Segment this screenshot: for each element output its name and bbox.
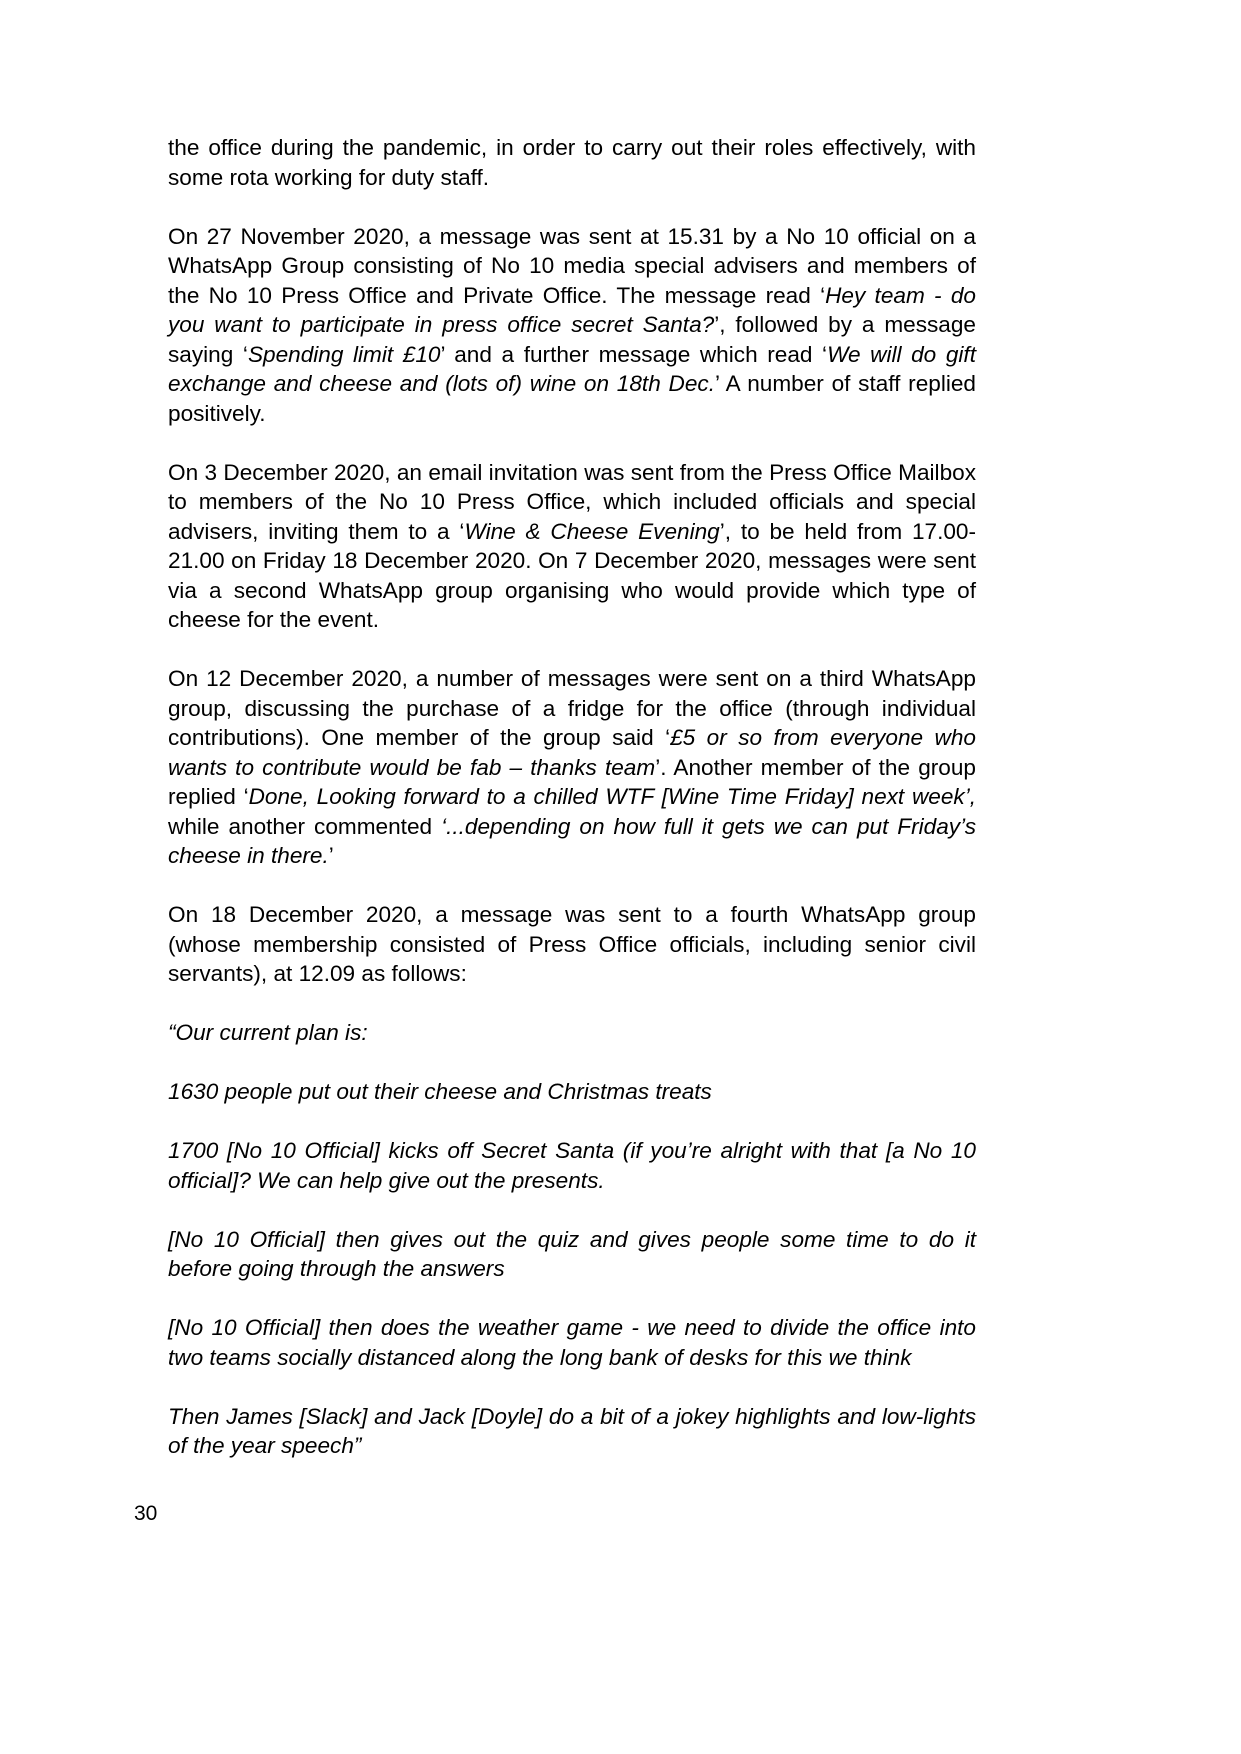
quote-text: 1630 people put out their cheese and Christmas treats [168, 1079, 712, 1104]
text-segment: while another commented [168, 813, 442, 839]
quote-spending-limit: Spending limit £10 [247, 341, 441, 367]
text-segment: ’. Another member of the group replied ‘ [168, 754, 976, 809]
quote-text: [No 10 Official] then gives out the quiz and gives people some time to do it before going through the answers [168, 1226, 976, 1281]
text-segment: ’, followed by a message saying ‘ [168, 312, 976, 367]
quote-plan-intro [168, 1018, 976, 1048]
quote-fridays-cheese: ‘...depending on how full it gets we can put Friday’s cheese in there. [168, 813, 976, 868]
paragraph-12-december [168, 664, 976, 871]
text-segment: On 12 December 2020, a number of messages were sent on a third WhatsApp group, discussing the purchase of a fridge for the office (through individual contributions). One member of the group said ‘ [168, 666, 976, 750]
quote-text: Then James [Slack] and Jack [Doyle] do a bit of a jokey highlights and low-lights of the year speech” [168, 1403, 976, 1458]
quote-gift-exchange: We will do gift exchange and cheese and (lots of) wine on 18th Dec. [168, 341, 976, 396]
quote-text: “Our current plan is: [168, 1020, 368, 1045]
quote-plan-weather-game [168, 1313, 976, 1372]
paragraph-office-attendance [168, 133, 976, 192]
page-number: 30 [134, 1502, 158, 1525]
text-segment: On 27 November 2020, a message was sent at 15.31 by a No 10 official on a WhatsApp Group consisting of No 10 media special advisers and members of the No 10 Press Office and Private Office. The message read ‘ [168, 223, 976, 308]
document-page [168, 133, 976, 1490]
paragraph-27-november [168, 222, 976, 429]
quote-text: [No 10 Official] then does the weather game - we need to divide the office into two teams socially distanced along the long bank of desks for this we think [168, 1315, 976, 1370]
text-segment: ’, to be held from 17.00-21.00 on Friday 18 December 2020. On 7 December 2020, messages were sent via a second WhatsApp group organising who would provide which type of cheese for the event. [168, 518, 977, 632]
quote-plan-speech [168, 1402, 976, 1461]
quote-wine-time-friday: Done, Looking forward to a chilled WTF [Wine Time Friday] next week’, [248, 784, 976, 809]
text-segment: ’ [328, 843, 334, 868]
text-segment: the office during the pandemic, in order to carry out their roles effectively, with some rota working for duty staff. [168, 135, 976, 190]
text-segment: ’ and a further message which read ‘ [440, 341, 828, 367]
quote-wine-cheese-evening: Wine & Cheese Evening [464, 518, 720, 544]
quote-secret-santa: Hey team - do you want to participate in press office secret Santa? [168, 282, 976, 337]
text-segment: ’ A number of staff replied positively. [168, 371, 976, 426]
text-segment: On 18 December 2020, a message was sent to a fourth WhatsApp group (whose membership consisted of Press Office officials, including senior civil servants), at 12.09 as follows: [168, 902, 976, 986]
quote-text: 1700 [No 10 Official] kicks off Secret Santa (if you’re alright with that [a No 10 official]? We can help give out the presents. [168, 1138, 976, 1193]
quote-plan-1700 [168, 1136, 976, 1195]
paragraph-18-december [168, 900, 976, 989]
text-segment: On 3 December 2020, an email invitation was sent from the Press Office Mailbox to members of the No 10 Press Office, which included officials and special advisers, inviting them to a ‘ [168, 459, 976, 544]
paragraph-3-december [168, 458, 976, 635]
quote-plan-quiz [168, 1225, 976, 1284]
quote-plan-1630 [168, 1077, 976, 1107]
quote-fridge-contribution: £5 or so from everyone who wants to contribute would be fab – thanks team [168, 725, 976, 780]
